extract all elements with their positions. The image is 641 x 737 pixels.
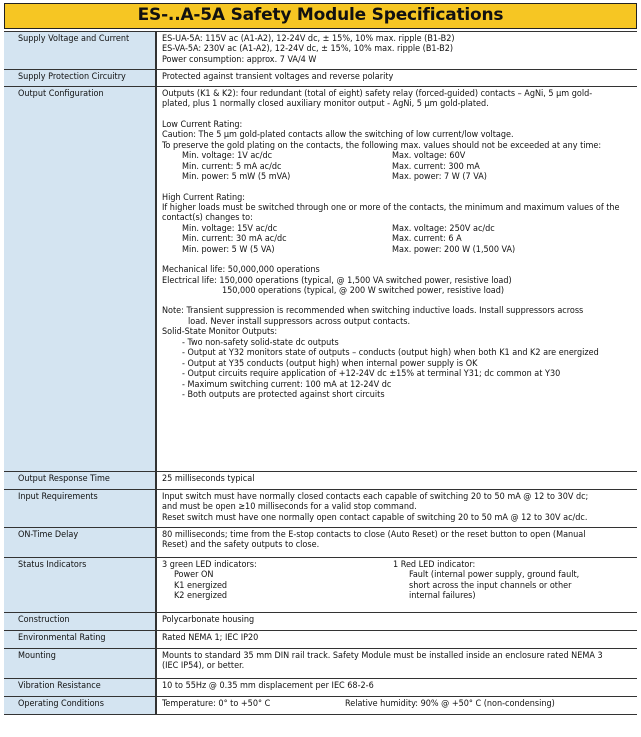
page-title: ES-..A-5A Safety Module Specifications bbox=[4, 3, 637, 29]
value-line: ES-UA-5A: 115V ac (A1-A2), 12-24V dc, ± 15%, 10% max. ripple (B1-B2) bbox=[162, 34, 455, 44]
table-row bbox=[4, 70, 637, 87]
min-rating: Min. current: 5 mA ac/dc bbox=[182, 161, 282, 172]
row-label: Vibration Resistance bbox=[4, 679, 156, 697]
list-item: - Output circuits require application of +12-24V dc ±15% at terminal Y31; dc common at Y30 bbox=[182, 369, 561, 380]
table-row bbox=[4, 490, 637, 528]
rating-row bbox=[162, 224, 632, 234]
temperature-value: Temperature: 0° to +50° C bbox=[162, 699, 271, 709]
value-line: (IEC IP54), or better. bbox=[162, 661, 245, 672]
table-row bbox=[4, 679, 637, 697]
row-label: Input Requirements bbox=[4, 490, 156, 528]
red-led-title: 1 Red LED indicator: bbox=[393, 560, 476, 570]
value-line: If higher loads must be switched through one or more of the contacts, the minimum and maximum values of the bbox=[162, 202, 620, 213]
max-rating: Max. current: 6 A bbox=[392, 234, 462, 245]
value-line: plated, plus 1 normally closed auxiliary monitor output - AgNi, 5 µm gold-plated. bbox=[162, 99, 489, 110]
value-line: internal failures) bbox=[409, 591, 476, 602]
row-label: Supply Voltage and Current bbox=[4, 32, 156, 70]
rating-row bbox=[162, 162, 632, 172]
value-line: Mechanical life: 50,000,000 operations bbox=[162, 265, 320, 276]
value-line: short across the input channels or other bbox=[409, 580, 572, 591]
value-line: Fault (internal power supply, ground fault, bbox=[409, 570, 580, 581]
value-line: Reset) and the safety outputs to close. bbox=[162, 540, 320, 551]
list-item: - Two non-safety solid-state dc outputs bbox=[182, 337, 339, 348]
humidity-value: Relative humidity: 90% @ +50° C (non-condensing) bbox=[345, 699, 555, 709]
max-rating: Max. power: 200 W (1,500 VA) bbox=[392, 244, 516, 255]
section-heading: High Current Rating: bbox=[162, 192, 245, 203]
value-line: Caution: The 5 µm gold-plated contacts allow the switching of low current/low voltage. bbox=[162, 130, 514, 141]
table-row bbox=[4, 649, 637, 679]
row-value bbox=[156, 528, 637, 558]
spec-sheet bbox=[4, 3, 637, 735]
min-rating: Min. power: 5 mW (5 mVA) bbox=[182, 172, 291, 183]
table-row bbox=[4, 528, 637, 558]
list-item: K1 energized bbox=[174, 580, 228, 591]
table-row bbox=[4, 558, 637, 613]
table-row bbox=[4, 697, 637, 715]
rating-row bbox=[162, 172, 632, 182]
rating-row bbox=[162, 151, 632, 161]
rating-row bbox=[162, 245, 632, 255]
row-value: 10 to 55Hz @ 0.35 mm displacement per IEC 68-2-6 bbox=[156, 679, 637, 697]
row-label: Supply Protection Circuitry bbox=[4, 70, 156, 87]
list-item: K2 energized bbox=[174, 591, 228, 602]
min-rating: Min. voltage: 15V ac/dc bbox=[182, 223, 278, 234]
value-line: Mounts to standard 35 mm DIN rail track. Safety Module must be installed inside an enclosure rated NEMA 3 bbox=[162, 651, 603, 661]
row-label: Output Configuration bbox=[4, 87, 156, 472]
min-rating: Min. current: 30 mA ac/dc bbox=[182, 234, 287, 245]
row-value bbox=[156, 490, 637, 528]
row-label: Construction bbox=[4, 613, 156, 631]
section-heading: Solid-State Monitor Outputs: bbox=[162, 327, 278, 338]
value-line: ES-VA-5A: 230V ac (A1-A2), 12-24V dc, ± 15%, 10% max. ripple (B1-B2) bbox=[162, 44, 454, 55]
value-line: 80 milliseconds; time from the E-stop contacts to close (Auto Reset) or the reset button to open (Manual bbox=[162, 530, 586, 540]
max-rating: Max. current: 300 mA bbox=[392, 161, 480, 172]
value-line: Input switch must have normally closed contacts each capable of switching 20 to 50 mA @ 12 to 30V dc; bbox=[162, 492, 589, 502]
red-led-group bbox=[393, 560, 579, 602]
max-rating: Max. voltage: 60V bbox=[392, 151, 466, 162]
value-line: 150,000 operations (typical, @ 200 W switched power, resistive load) bbox=[222, 286, 505, 296]
row-value bbox=[156, 87, 637, 472]
row-value: Rated NEMA 1; IEC IP20 bbox=[156, 631, 637, 649]
max-rating: Max. voltage: 250V ac/dc bbox=[392, 223, 495, 234]
row-value: Polycarbonate housing bbox=[156, 613, 637, 631]
spec-table bbox=[4, 31, 637, 715]
list-item: Power ON bbox=[174, 570, 214, 581]
row-value bbox=[156, 32, 637, 70]
row-label: ON-Time Delay bbox=[4, 528, 156, 558]
rating-row bbox=[162, 234, 632, 244]
table-row bbox=[4, 32, 637, 70]
list-item: - Output at Y35 conducts (output high) when internal power supply is OK bbox=[182, 358, 478, 369]
list-item: - Maximum switching current: 100 mA at 12-24V dc bbox=[182, 379, 392, 390]
list-item: - Output at Y32 monitors state of outputs – conducts (output high) when both K1 and K2 are energized bbox=[182, 348, 599, 359]
row-label: Operating Conditions bbox=[4, 697, 156, 715]
table-row bbox=[4, 472, 637, 490]
note-line: load. Never install suppressors across output contacts. bbox=[188, 316, 411, 327]
table-row bbox=[4, 87, 637, 472]
green-led-title: 3 green LED indicators: bbox=[162, 560, 257, 570]
value-line: Reset switch must have one normally open contact capable of switching 20 to 50 mA @ 12 to 30V ac/dc. bbox=[162, 512, 588, 523]
value-line: Electrical life: 150,000 operations (typical, @ 1,500 VA switched power, resistive load) bbox=[162, 275, 512, 286]
section-heading: Low Current Rating: bbox=[162, 119, 243, 130]
row-value: 25 milliseconds typical bbox=[156, 472, 637, 490]
row-label: Output Response Time bbox=[4, 472, 156, 490]
min-rating: Min. voltage: 1V ac/dc bbox=[182, 151, 273, 162]
table-row bbox=[4, 631, 637, 649]
value-line: contact(s) changes to: bbox=[162, 213, 253, 224]
value-line: and must be open ≥10 milliseconds for a valid stop command. bbox=[162, 502, 417, 513]
indicator-columns bbox=[162, 560, 632, 602]
row-value bbox=[156, 649, 637, 679]
table-row bbox=[4, 613, 637, 631]
row-value bbox=[156, 697, 637, 715]
value-line: Power consumption: approx. 7 VA/4 W bbox=[162, 54, 317, 65]
value-line: Outputs (K1 & K2): four redundant (total of eight) safety relay (forced-guided) contacts – AgNi, 5 µm gold- bbox=[162, 89, 593, 99]
row-value: Protected against transient voltages and reverse polarity bbox=[156, 70, 637, 87]
row-label: Mounting bbox=[4, 649, 156, 679]
value-line: To preserve the gold plating on the contacts, the following max. values should not be exceeded at any time: bbox=[162, 140, 602, 151]
row-value bbox=[156, 558, 637, 613]
list-item: - Both outputs are protected against short circuits bbox=[182, 389, 385, 400]
max-rating: Max. power: 7 W (7 VA) bbox=[392, 172, 487, 183]
green-led-group bbox=[162, 560, 393, 602]
row-label: Status Indicators bbox=[4, 558, 156, 613]
note-line: Note: Transient suppression is recommended when switching inductive loads. Install suppressors across bbox=[162, 306, 584, 317]
row-label: Environmental Rating bbox=[4, 631, 156, 649]
min-rating: Min. power: 5 W (5 VA) bbox=[182, 244, 275, 255]
